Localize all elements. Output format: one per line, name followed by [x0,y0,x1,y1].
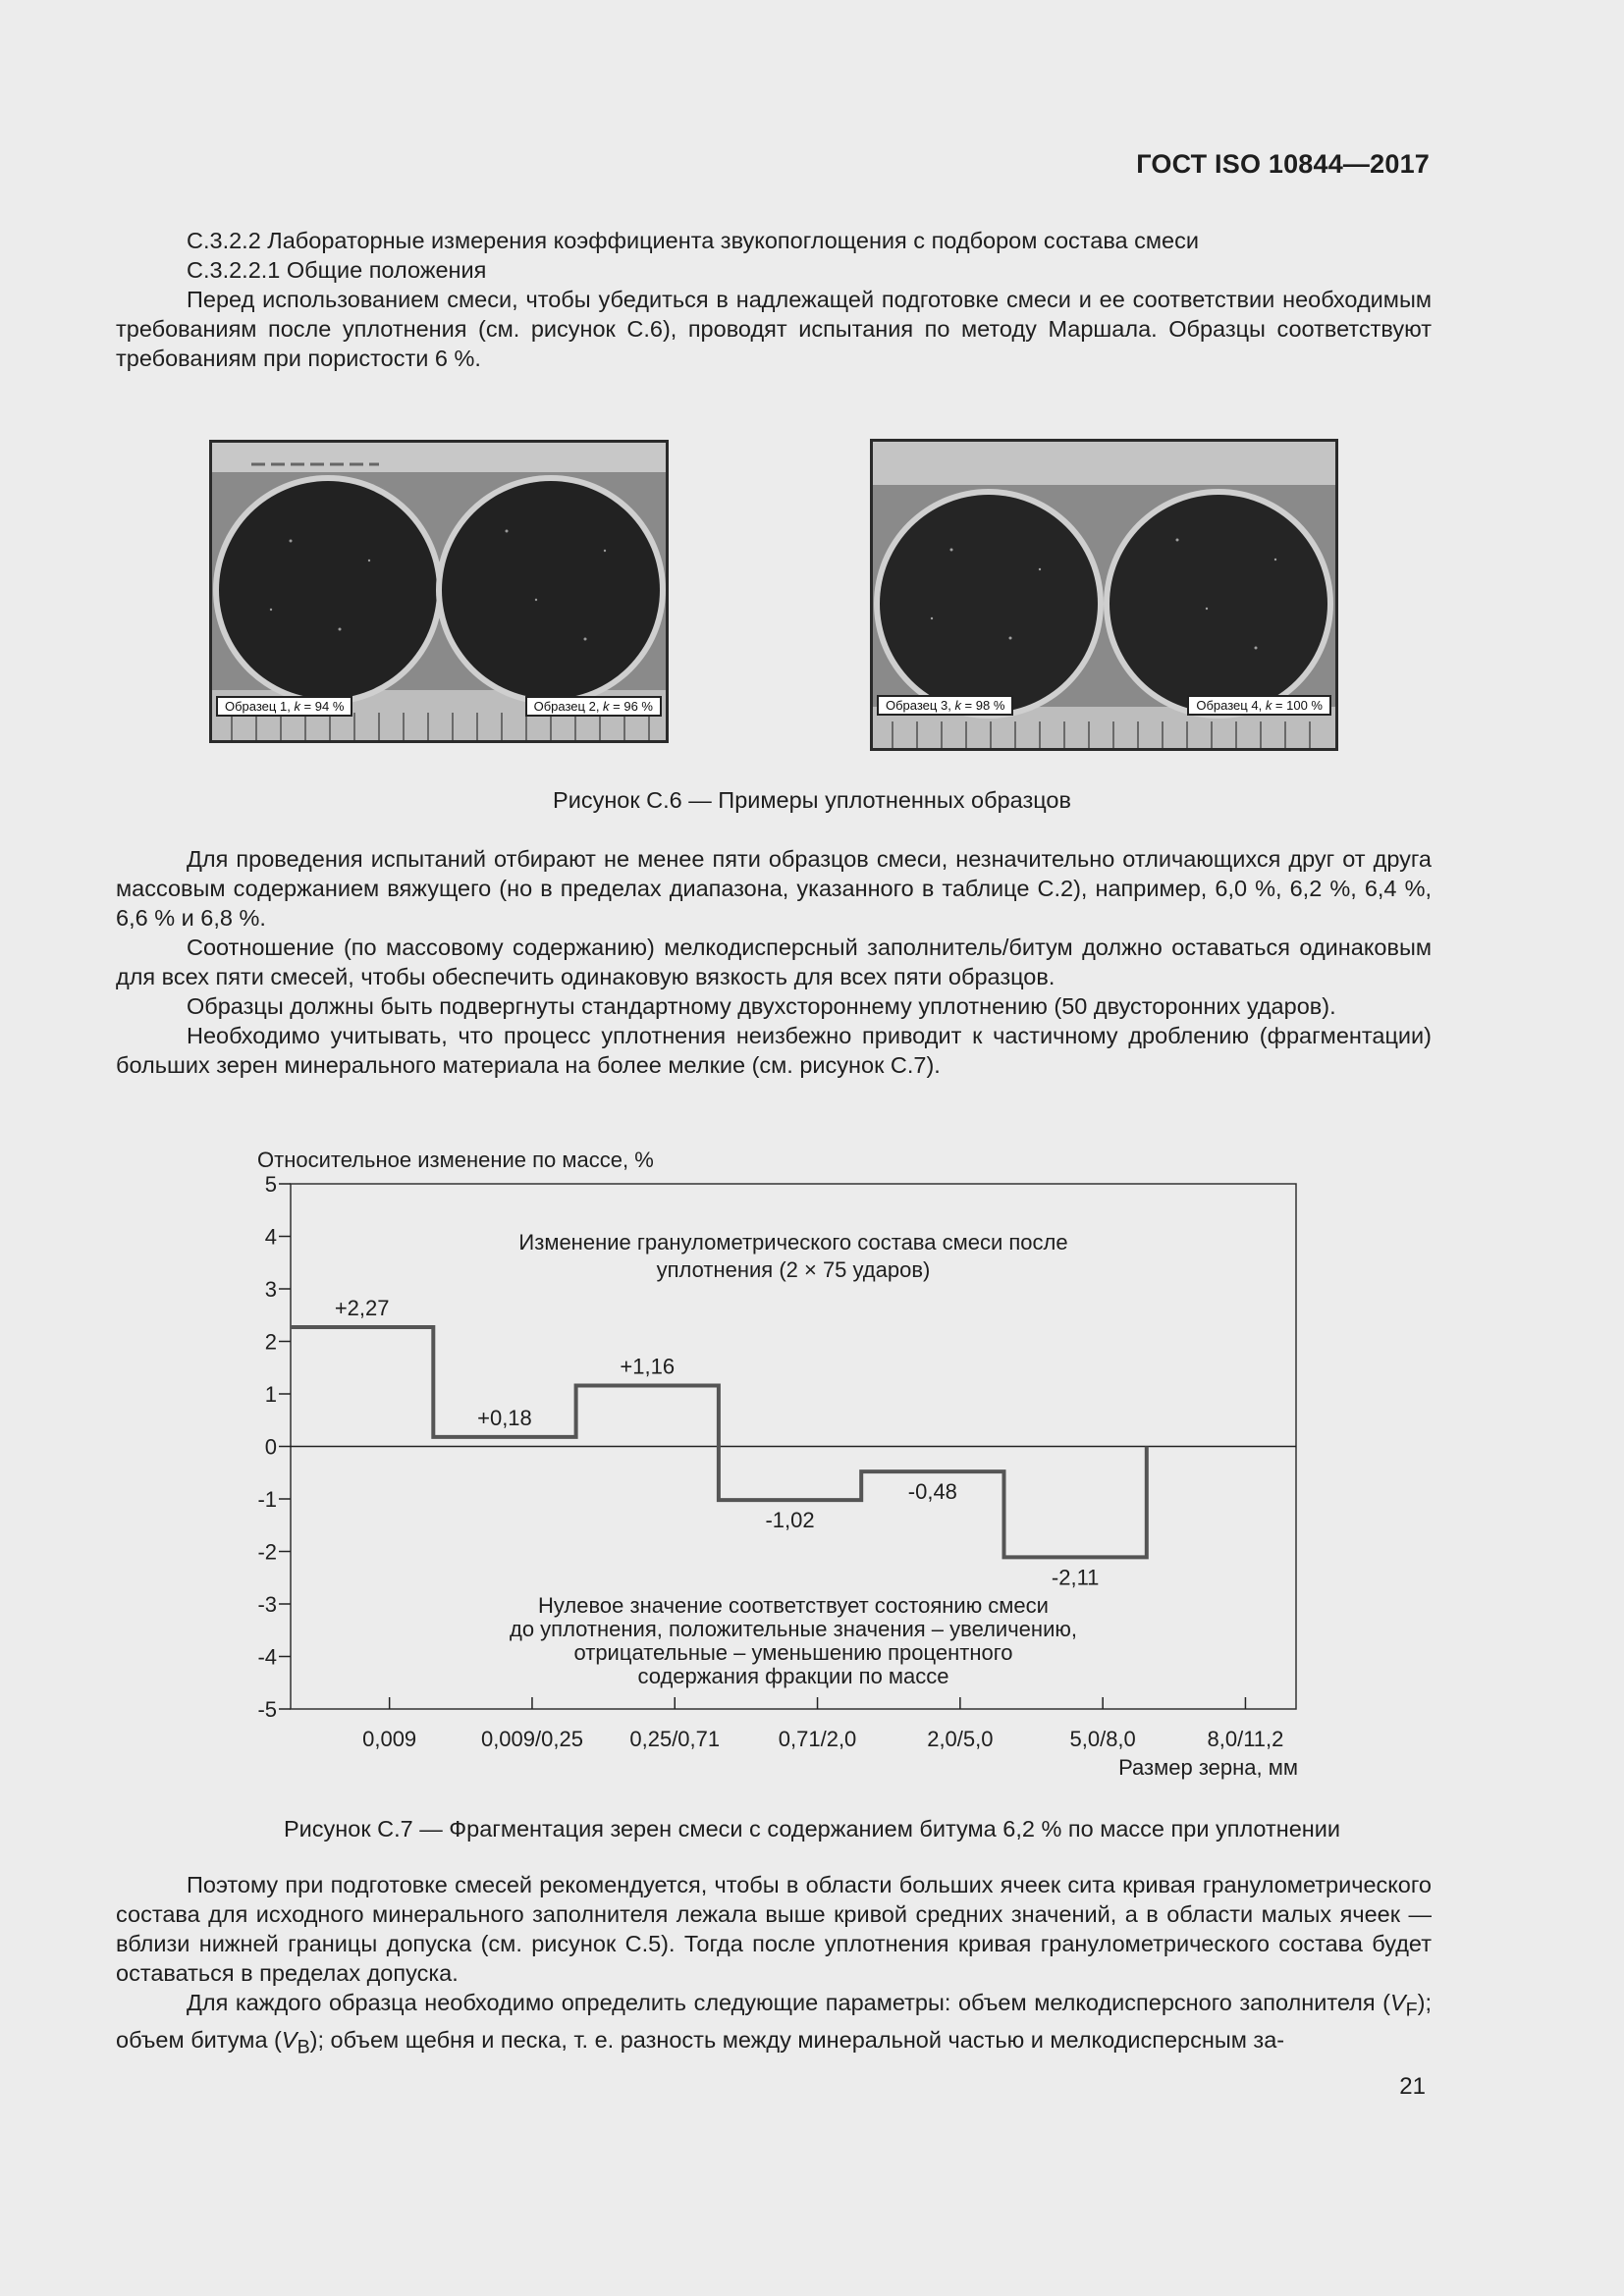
section-conclusion [116,1870,1432,2061]
y-tick-label: 1 [264,1382,277,1407]
standard-code: ГОСТ ISO 10844—2017 [1136,149,1430,179]
paragraph: Для проведения испытаний отбирают не менее пяти образцов смеси, незначительно отличающихся друг от друга массовым содержанием вяжущего (но в пределах диапазона, указанного в таблице C.2), например, 6,0 %, 6,2 %, 6,4 %, 6,6 % и 6,8 %. [116,846,1432,931]
annotation-bottom-line-1: Нулевое значение соответствует состоянию смеси [538,1593,1049,1618]
y-tick-label: -1 [257,1487,277,1512]
specimen-photo-3-4 [870,439,1338,751]
y-tick-label: -2 [257,1539,277,1565]
figure-caption-c7: Рисунок C.7 — Фрагментация зерен смеси с содержанием битума 6,2 % по массе при уплотнении [283,1816,1341,1842]
value-label: +2,27 [334,1296,390,1321]
fragmentation-chart [236,1134,1345,1782]
section-heading: C.3.2.2 Лабораторные измерения коэффициента звукопоглощения с подбором состава смеси [187,228,1200,253]
x-axis-label: Размер зерна, мм [1118,1755,1298,1780]
x-tick-label: 8,0/11,2 [1207,1727,1284,1751]
y-tick-label: 4 [264,1224,277,1250]
annotation-top-line-1: Изменение гранулометрического состава смеси после [518,1230,1068,1255]
specimen-label-1: Образец 1, k = 94 % [216,696,352,717]
specimen-label-4: Образец 4, k = 100 % [1187,695,1331,716]
annotation-top-line-2: уплотнения (2 × 75 ударов) [656,1257,931,1282]
y-tick-label: -3 [257,1592,277,1617]
subsection-heading: C.3.2.2.1 Общие положения [187,257,487,283]
value-label: -1,02 [765,1508,815,1533]
paragraph: Для каждого образца необходимо определить следующие параметры: объем мелкодисперсного заполнителя $(V_F)$; объем битума $(V_B)$; объем щебня и песка, т. е. разность между минеральной частью и мелкодисперсным за- [116,1990,1432,2058]
paragraph: Соотношение (по массовому содержанию) мелкодисперсный заполнитель/битум должно оставаться одинаковым для всех пяти смесей, чтобы обеспечить одинаковую вязкость для всех пяти образцов. [116,934,1432,989]
page-number: 21 [1399,2073,1426,2100]
x-tick-label: 5,0/8,0 [1069,1727,1136,1751]
paragraph: Образцы должны быть подвергнуты стандартному двухстороннему уплотнению (50 двусторонних ударов). [187,993,1336,1019]
x-tick-label: 0,009/0,25 [480,1727,583,1751]
paragraph: Поэтому при подготовке смесей рекомендуется, чтобы в области больших ячеек сита кривая гранулометрического состава для исходного минерального заполнителя лежала выше кривой средних значений, а в области малых ячеек — вблизи нижней границы допуска (см. рисунок C.5). Тогда после уплотнения кривая гранулометрического состава будет оставаться в пределах допуска. [116,1872,1432,1986]
y-tick-label: 5 [264,1172,277,1197]
value-label: -0,48 [907,1479,957,1505]
x-tick-label: 2,0/5,0 [927,1727,994,1751]
step-series [291,1327,1147,1557]
specimen-label-3: Образец 3, k = 98 % [877,695,1013,716]
y-tick-label: -5 [257,1697,277,1722]
annotation-bottom-line-4: содержания фракции по массе [637,1664,949,1688]
value-label: +1,16 [620,1354,676,1379]
section-intro [116,226,1432,373]
annotation-bottom-line-3: отрицательные – уменьшению процентного [573,1640,1013,1665]
y-tick-label: -4 [257,1644,277,1670]
value-label: -2,11 [1051,1565,1100,1590]
paragraph: Перед использованием смеси, чтобы убедиться в надлежащей подготовке смеси и ее соответствии необходимым требованиям после уплотнения (см. рисунок C.6), проводят испытания по методу Маршала. Образцы соответствуют требованиям при пористости 6 %. [116,287,1432,371]
x-tick-label: 0,25/0,71 [629,1727,721,1751]
x-tick-label: 0,71/2,0 [778,1727,857,1751]
paragraph: Необходимо учитывать, что процесс уплотнения неизбежно приводит к частичному дроблению (фрагментации) больших зерен минерального материала на более мелкие (см. рисунок C.7). [116,1023,1432,1078]
value-label: +0,18 [477,1405,532,1430]
annotation-bottom-line-2: до уплотнения, положительные значения – увеличению, [510,1617,1077,1641]
specimen-photo-1-2 [209,440,669,743]
y-tick-label: 3 [264,1277,277,1302]
y-axis-label: Относительное изменение по массе, % [257,1148,654,1172]
specimen-label-2: Образец 2, k = 96 % [525,696,662,717]
y-tick-label: 2 [264,1329,277,1355]
section-body [116,844,1432,1080]
y-tick-label: 0 [264,1434,277,1460]
x-tick-label: 0,009 [362,1727,417,1751]
figure-caption-c6: Рисунок C.6 — Примеры уплотненных образцов [553,787,1071,813]
